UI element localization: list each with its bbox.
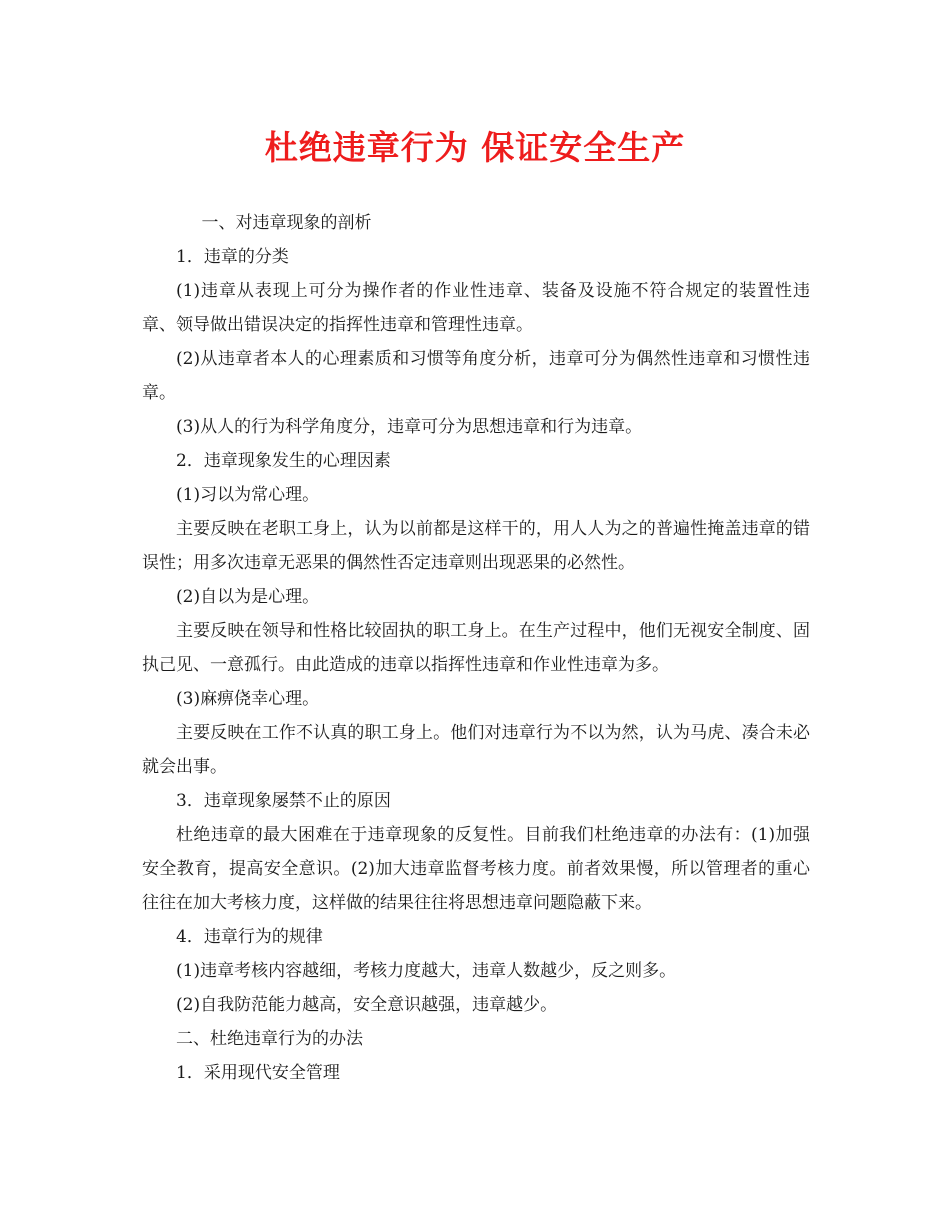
paragraph: (2)从违章者本人的心理素质和习惯等角度分析，违章可分为偶然性违章和习惯性违章。	[142, 349, 810, 403]
section-heading-1: 一、对违章现象的剖析	[201, 213, 372, 233]
subsection-heading: 4．违章行为的规律	[176, 927, 323, 947]
paragraph: 主要反映在领导和性格比较固执的职工身上。在生产过程中，他们无视安全制度、固执己见、一意孤行。由此造成的违章以指挥性违章和作业性违章为多。	[142, 621, 810, 675]
paragraph: 主要反映在老职工身上，认为以前都是这样干的，用人人为之的普遍性掩盖违章的错误性；用多次违章无恶果的偶然性否定违章则出现恶果的必然性。	[142, 519, 810, 573]
subsection-heading: 1．违章的分类	[176, 247, 289, 267]
document-title: 杜绝违章行为 保证安全生产	[264, 128, 686, 167]
paragraph: (1)违章从表现上可分为操作者的作业性违章、装备及设施不符合规定的装置性违章、领导做出错误决定的指挥性违章和管理性违章。	[142, 281, 810, 335]
paragraph: (2)自以为是心理。	[176, 587, 320, 607]
subsection-heading: 2．违章现象发生的心理因素	[176, 451, 391, 471]
paragraph: (3)麻痹侥幸心理。	[176, 689, 320, 709]
paragraph: (3)从人的行为科学角度分，违章可分为思想违章和行为违章。	[176, 417, 643, 437]
subsection-heading: 3．违章现象屡禁不止的原因	[176, 791, 391, 811]
paragraph: 主要反映在工作不认真的职工身上。他们对违章行为不以为然，认为马虎、凑合未必就会出事。	[142, 723, 810, 777]
subsection-heading: 1．采用现代安全管理	[176, 1063, 340, 1083]
paragraph: (1)习以为常心理。	[176, 485, 320, 505]
paragraph: 杜绝违章的最大困难在于违章现象的反复性。目前我们杜绝违章的办法有：(1)加强安全教育，提高安全意识。(2)加大违章监督考核力度。前者效果慢，所以管理者的重心往往在加大考核力度，这样做的结果往往将思想违章问题隐蔽下来。	[142, 825, 810, 913]
document-body	[142, 206, 810, 1090]
section-heading-2: 二、杜绝违章行为的办法	[176, 1029, 363, 1049]
paragraph: (1)违章考核内容越细，考核力度越大，违章人数越少，反之则多。	[176, 961, 677, 981]
paragraph: (2)自我防范能力越高，安全意识越强，违章越少。	[176, 995, 558, 1015]
